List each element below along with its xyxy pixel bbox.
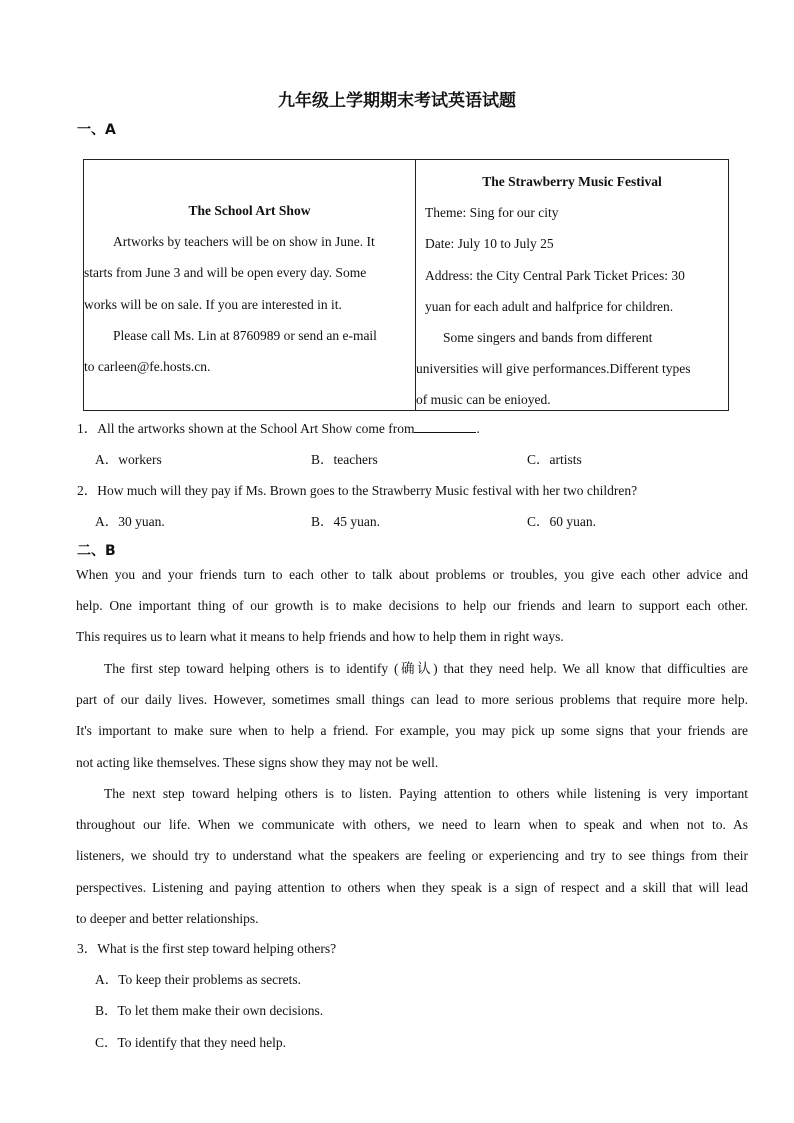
art-show-line: Artworks by teachers will be on show in June. It	[113, 234, 375, 250]
option-c[interactable]: C．60 yuan.	[527, 514, 596, 529]
art-show-line: starts from June 3 and will be open every day. Some	[84, 265, 367, 281]
option-c[interactable]: C．To identify that they need help.	[95, 1035, 287, 1050]
section-a-heading: 一、A	[77, 122, 116, 138]
passage-line: to deeper and better relationships.	[76, 910, 259, 926]
music-festival-line: Theme: Sing for our city	[425, 205, 559, 221]
question-1	[77, 419, 480, 439]
passage-line: help. One important thing of our growth is to make decisions to help our friends and learn to support each other.	[76, 598, 748, 614]
passage-line: The next step toward helping others is to listen. Paying attention to others while listening is very important	[104, 786, 748, 801]
option-b[interactable]: B．To let them make their own decisions.	[95, 1003, 324, 1018]
passage-paragraph-1	[76, 559, 748, 653]
music-festival-line: Date: July 10 to July 25	[425, 236, 554, 252]
passage-line: part of our daily lives. However, sometimes small things can lead to more serious problems that require more help.	[76, 692, 748, 708]
option-c[interactable]: C．artists	[527, 452, 582, 467]
answer-blank[interactable]	[414, 420, 476, 433]
art-show-line: works will be on sale. If you are interested in it.	[84, 296, 342, 312]
question-stem-end: .	[476, 421, 480, 436]
passage-line: listeners, we should try to understand what the speakers are feeling or experiencing and try to see things from their	[76, 848, 748, 864]
art-show-title: The School Art Show	[188, 203, 311, 218]
question-3: 3．What is the first step toward helping others?	[77, 941, 337, 956]
option-b[interactable]: B．45 yuan.	[311, 514, 380, 529]
music-festival-cell	[416, 160, 728, 410]
passage-line: When you and your friends turn to each other to talk about problems or troubles, you give each other advice and	[76, 567, 748, 582]
art-show-line: Please call Ms. Lin at 8760989 or send an e-mail	[113, 327, 377, 343]
passage-line: The first step toward helping others is to identify (确认) that they need help. We all know that difficulties are	[104, 661, 748, 676]
music-festival-title: The Strawberry Music Festival	[482, 174, 662, 189]
music-festival-line: Some singers and bands from different	[443, 329, 653, 345]
music-festival-line: of music can be enioyed.	[416, 392, 551, 408]
art-show-line: to carleen@fe.hosts.cn.	[84, 358, 211, 374]
page-title: 九年级上学期期末考试英语试题	[278, 91, 516, 111]
passage-line: This requires us to learn what it means to help friends and how to help them in right ways.	[76, 629, 564, 645]
music-festival-line: yuan for each adult and halfprice for children.	[425, 298, 674, 314]
option-a[interactable]: A．30 yuan.	[95, 514, 165, 529]
music-festival-line: universities will give performances.Different types	[416, 361, 691, 377]
passage-line: It's important to make sure when to help a friend. For example, you may pick up some signs that your friends are	[76, 723, 748, 739]
advertisement-table	[83, 159, 729, 411]
passage-line: throughout our life. When we communicate with others, we need to learn when to speak and when not to. As	[76, 817, 748, 833]
art-show-cell	[84, 160, 416, 410]
option-b[interactable]: B．teachers	[311, 452, 378, 467]
passage-line: not acting like themselves. These signs show they may not be well.	[76, 754, 439, 770]
question-stem: 1．All the artworks shown at the School Art Show come from	[77, 421, 415, 436]
passage-paragraph-2	[76, 653, 748, 778]
passage-line: perspectives. Listening and paying attention to others when they speak is a sign of respect and a skill that will lead	[76, 879, 748, 895]
section-b-heading: 二、B	[77, 543, 116, 559]
question-2: 2．How much will they pay if Ms. Brown goes to the Strawberry Music festival with her two children?	[77, 483, 638, 498]
passage-paragraph-3	[76, 778, 748, 934]
option-a[interactable]: A．workers	[95, 452, 162, 467]
option-a[interactable]: A．To keep their problems as secrets.	[95, 972, 301, 987]
music-festival-line: Address: the City Central Park Ticket Prices: 30	[425, 267, 685, 283]
